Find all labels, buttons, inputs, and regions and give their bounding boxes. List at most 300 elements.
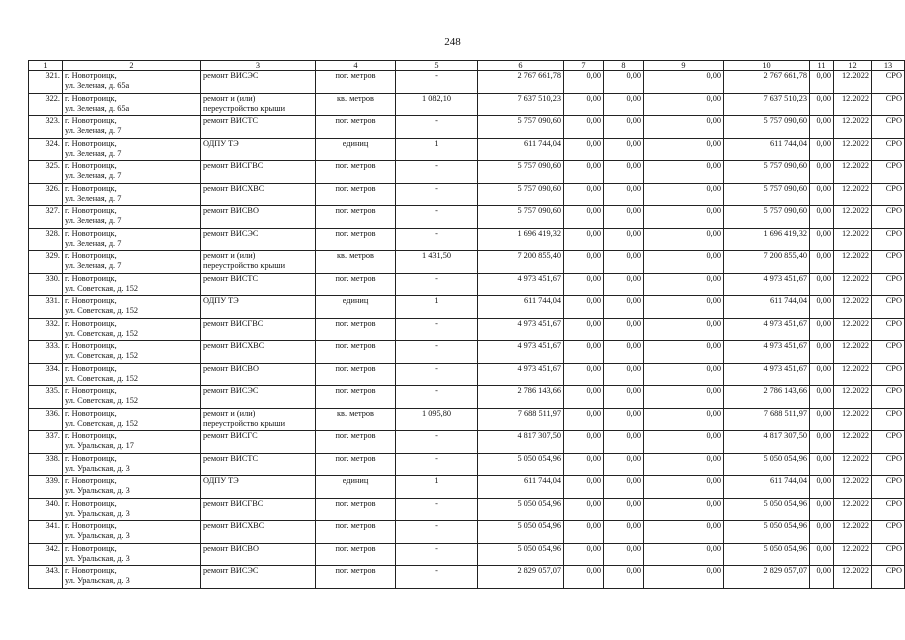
unit-cell: пог. метров (316, 431, 396, 454)
col-9-value-cell: 0,00 (644, 408, 724, 431)
quantity-cell: - (396, 386, 478, 409)
unit-cell: пог. метров (316, 318, 396, 341)
col-11-value-cell: 0,00 (810, 476, 834, 499)
organization-cell: СРО (872, 386, 905, 409)
work-type-line: ремонт ВИСЭС (203, 386, 259, 395)
deadline-cell: 12.2022 (834, 341, 872, 364)
address-line: ул. Зеленая, д. 65а (65, 103, 130, 113)
address-line: г. Новотроицк, (65, 341, 117, 350)
quantity-cell: 1 095,80 (396, 408, 478, 431)
row-number-cell: 335. (29, 386, 63, 409)
col-10-value-cell: 2 767 661,78 (724, 71, 810, 94)
address-line: г. Новотроицк, (65, 453, 117, 463)
col-8-value-cell: 0,00 (604, 521, 644, 544)
address-line: ул. Уральская, д. 3 (65, 508, 130, 518)
work-type-line: переустройство крыши (203, 261, 286, 270)
work-type-cell (201, 183, 316, 206)
address-line: ул. Зеленая, д. 65а (65, 81, 130, 90)
total-cost-cell: 7 200 855,40 (478, 251, 564, 274)
deadline-cell: 12.2022 (834, 273, 872, 296)
work-type-cell (201, 116, 316, 139)
col-8-value-cell: 0,00 (604, 318, 644, 341)
quantity-cell: 1 431,50 (396, 251, 478, 274)
col-10-value-cell: 4 973 451,67 (724, 363, 810, 386)
col-7-value-cell: 0,00 (564, 93, 604, 116)
unit-cell: пог. метров (316, 341, 396, 364)
address-line: ул. Советская, д. 152 (65, 396, 139, 405)
unit-cell: пог. метров (316, 386, 396, 409)
col-7-value-cell: 0,00 (564, 183, 604, 206)
row-number-cell: 331. (29, 296, 63, 319)
quantity-cell: - (396, 521, 478, 544)
col-10-value-cell: 1 696 419,32 (724, 228, 810, 251)
organization-cell: СРО (872, 138, 905, 161)
address-cell (63, 161, 201, 184)
organization-cell: СРО (872, 408, 905, 431)
address-line: ул. Зеленая, д. 7 (65, 193, 122, 203)
work-type-line: ремонт ВИСЭС (203, 228, 259, 238)
work-type-line: ремонт ВИСГС (203, 431, 258, 440)
work-type-line: переустройство крыши (203, 418, 286, 428)
col-11-value-cell: 0,00 (810, 71, 834, 94)
address-line: г. Новотроицк, (65, 566, 117, 575)
col-8-value-cell: 0,00 (604, 296, 644, 319)
col-9-value-cell: 0,00 (644, 116, 724, 139)
total-cost-cell: 611 744,04 (478, 138, 564, 161)
address-cell (63, 71, 201, 94)
organization-cell: СРО (872, 206, 905, 229)
work-type-line: ремонт ВИСХВС (203, 341, 265, 350)
table-row (29, 296, 905, 319)
work-type-line: ремонт ВИСВО (203, 363, 259, 373)
deadline-cell: 12.2022 (834, 431, 872, 454)
row-number-cell: 341. (29, 521, 63, 544)
work-type-line: ремонт ВИСГВС (203, 318, 264, 328)
work-type-cell (201, 498, 316, 521)
table-row (29, 318, 905, 341)
row-number-cell: 340. (29, 498, 63, 521)
total-cost-cell: 5 757 090,60 (478, 161, 564, 184)
table-row (29, 521, 905, 544)
col-9-value-cell: 0,00 (644, 318, 724, 341)
quantity-cell: - (396, 161, 478, 184)
col-9-value-cell: 0,00 (644, 296, 724, 319)
work-type-line: ремонт ВИСГВС (203, 498, 264, 508)
col-9-value-cell: 0,00 (644, 251, 724, 274)
work-type-line: ремонт и (или) (203, 408, 256, 418)
total-cost-cell: 4 817 307,50 (478, 431, 564, 454)
work-type-line: ремонт ВИСГВС (203, 161, 264, 170)
row-number-cell: 327. (29, 206, 63, 229)
organization-cell: СРО (872, 251, 905, 274)
column-number: 5 (396, 61, 478, 71)
total-cost-cell: 2 786 143,66 (478, 386, 564, 409)
col-10-value-cell: 4 817 307,50 (724, 431, 810, 454)
work-type-cell (201, 93, 316, 116)
col-7-value-cell: 0,00 (564, 453, 604, 476)
work-type-line: ОДПУ ТЭ (203, 296, 239, 305)
table-row (29, 206, 905, 229)
deadline-cell: 12.2022 (834, 543, 872, 566)
col-10-value-cell: 611 744,04 (724, 476, 810, 499)
table-row (29, 183, 905, 206)
col-11-value-cell: 0,00 (810, 453, 834, 476)
work-type-line: ОДПУ ТЭ (203, 476, 239, 485)
unit-cell: пог. метров (316, 206, 396, 229)
work-type-cell (201, 386, 316, 409)
table-row (29, 386, 905, 409)
col-8-value-cell: 0,00 (604, 251, 644, 274)
address-cell (63, 386, 201, 409)
quantity-cell: - (396, 318, 478, 341)
address-cell (63, 498, 201, 521)
row-number-cell: 338. (29, 453, 63, 476)
total-cost-cell: 5 050 054,96 (478, 498, 564, 521)
deadline-cell: 12.2022 (834, 363, 872, 386)
address-line: г. Новотроицк, (65, 363, 117, 373)
deadline-cell: 12.2022 (834, 453, 872, 476)
row-number-cell: 343. (29, 566, 63, 589)
row-number-cell: 337. (29, 431, 63, 454)
total-cost-cell: 7 637 510,23 (478, 93, 564, 116)
address-cell (63, 341, 201, 364)
address-cell (63, 453, 201, 476)
address-cell (63, 476, 201, 499)
unit-cell: пог. метров (316, 566, 396, 589)
col-9-value-cell: 0,00 (644, 363, 724, 386)
table-row (29, 408, 905, 431)
col-11-value-cell: 0,00 (810, 161, 834, 184)
work-type-cell (201, 206, 316, 229)
col-7-value-cell: 0,00 (564, 228, 604, 251)
row-number-cell: 334. (29, 363, 63, 386)
work-type-cell (201, 296, 316, 319)
organization-cell: СРО (872, 476, 905, 499)
column-number: 9 (644, 61, 724, 71)
work-type-line: ремонт ВИСХВС (203, 183, 265, 193)
address-line: г. Новотроицк, (65, 296, 117, 305)
address-cell (63, 521, 201, 544)
address-line: г. Новотроицк, (65, 386, 117, 395)
total-cost-cell: 4 973 451,67 (478, 273, 564, 296)
deadline-cell: 12.2022 (834, 206, 872, 229)
address-cell (63, 363, 201, 386)
row-number-cell: 333. (29, 341, 63, 364)
address-cell (63, 206, 201, 229)
table-row (29, 363, 905, 386)
col-9-value-cell: 0,00 (644, 71, 724, 94)
col-9-value-cell: 0,00 (644, 476, 724, 499)
col-7-value-cell: 0,00 (564, 161, 604, 184)
col-11-value-cell: 0,00 (810, 296, 834, 319)
organization-cell: СРО (872, 498, 905, 521)
unit-cell: пог. метров (316, 453, 396, 476)
col-10-value-cell: 4 973 451,67 (724, 318, 810, 341)
col-8-value-cell: 0,00 (604, 206, 644, 229)
registry-table (28, 60, 905, 589)
work-type-cell (201, 71, 316, 94)
col-9-value-cell: 0,00 (644, 206, 724, 229)
unit-cell: единиц (316, 138, 396, 161)
work-type-line: переустройство крыши (203, 103, 286, 113)
organization-cell: СРО (872, 228, 905, 251)
work-type-line: ремонт ВИСХВС (203, 521, 265, 530)
quantity-cell: - (396, 543, 478, 566)
deadline-cell: 12.2022 (834, 521, 872, 544)
col-9-value-cell: 0,00 (644, 138, 724, 161)
address-line: ул. Советская, д. 152 (65, 283, 139, 293)
row-number-cell: 329. (29, 251, 63, 274)
col-8-value-cell: 0,00 (604, 408, 644, 431)
col-11-value-cell: 0,00 (810, 386, 834, 409)
row-number-cell: 332. (29, 318, 63, 341)
col-11-value-cell: 0,00 (810, 138, 834, 161)
col-9-value-cell: 0,00 (644, 183, 724, 206)
col-8-value-cell: 0,00 (604, 183, 644, 206)
col-8-value-cell: 0,00 (604, 273, 644, 296)
total-cost-cell: 2 767 661,78 (478, 71, 564, 94)
quantity-cell: - (396, 228, 478, 251)
work-type-line: ремонт ВИСЭС (203, 71, 259, 80)
address-line: г. Новотроицк, (65, 431, 117, 440)
deadline-cell: 12.2022 (834, 476, 872, 499)
col-7-value-cell: 0,00 (564, 116, 604, 139)
row-number-cell: 325. (29, 161, 63, 184)
work-type-cell (201, 408, 316, 431)
unit-cell: кв. метров (316, 93, 396, 116)
unit-cell: пог. метров (316, 521, 396, 544)
organization-cell: СРО (872, 296, 905, 319)
organization-cell: СРО (872, 363, 905, 386)
col-11-value-cell: 0,00 (810, 251, 834, 274)
address-line: ул. Зеленая, д. 7 (65, 171, 122, 180)
column-number: 4 (316, 61, 396, 71)
table-row (29, 476, 905, 499)
address-cell (63, 251, 201, 274)
col-11-value-cell: 0,00 (810, 543, 834, 566)
column-number: 1 (29, 61, 63, 71)
col-10-value-cell: 2 786 143,66 (724, 386, 810, 409)
col-11-value-cell: 0,00 (810, 521, 834, 544)
total-cost-cell: 7 688 511,97 (478, 408, 564, 431)
column-number: 13 (872, 61, 905, 71)
organization-cell: СРО (872, 116, 905, 139)
work-type-cell (201, 543, 316, 566)
col-8-value-cell: 0,00 (604, 363, 644, 386)
address-line: г. Новотроицк, (65, 206, 117, 215)
col-10-value-cell: 5 050 054,96 (724, 543, 810, 566)
quantity-cell: - (396, 71, 478, 94)
quantity-cell: - (396, 183, 478, 206)
address-cell (63, 431, 201, 454)
address-cell (63, 273, 201, 296)
address-line: г. Новотроицк, (65, 476, 117, 485)
work-type-line: ремонт ВИСВО (203, 206, 259, 215)
col-10-value-cell: 4 973 451,67 (724, 341, 810, 364)
quantity-cell: - (396, 453, 478, 476)
table-row (29, 93, 905, 116)
table-row (29, 566, 905, 589)
quantity-cell: - (396, 341, 478, 364)
col-7-value-cell: 0,00 (564, 521, 604, 544)
address-line: г. Новотроицк, (65, 183, 117, 193)
total-cost-cell: 1 696 419,32 (478, 228, 564, 251)
col-7-value-cell: 0,00 (564, 273, 604, 296)
address-line: ул. Зеленая, д. 7 (65, 238, 122, 248)
col-11-value-cell: 0,00 (810, 273, 834, 296)
col-8-value-cell: 0,00 (604, 566, 644, 589)
table-row (29, 498, 905, 521)
table-row (29, 341, 905, 364)
address-line: ул. Уральская, д. 3 (65, 486, 130, 495)
row-number-cell: 339. (29, 476, 63, 499)
deadline-cell: 12.2022 (834, 161, 872, 184)
col-8-value-cell: 0,00 (604, 386, 644, 409)
unit-cell: пог. метров (316, 498, 396, 521)
deadline-cell: 12.2022 (834, 566, 872, 589)
column-number-row (29, 61, 905, 71)
unit-cell: пог. метров (316, 363, 396, 386)
deadline-cell: 12.2022 (834, 71, 872, 94)
col-11-value-cell: 0,00 (810, 431, 834, 454)
col-11-value-cell: 0,00 (810, 566, 834, 589)
col-7-value-cell: 0,00 (564, 498, 604, 521)
organization-cell: СРО (872, 93, 905, 116)
col-10-value-cell: 5 050 054,96 (724, 521, 810, 544)
col-7-value-cell: 0,00 (564, 566, 604, 589)
address-line: г. Новотроицк, (65, 161, 117, 170)
organization-cell: СРО (872, 273, 905, 296)
work-type-line: ОДПУ ТЭ (203, 138, 239, 148)
address-line: ул. Зеленая, д. 7 (65, 261, 122, 270)
address-cell (63, 318, 201, 341)
col-8-value-cell: 0,00 (604, 228, 644, 251)
address-cell (63, 183, 201, 206)
col-8-value-cell: 0,00 (604, 71, 644, 94)
organization-cell: СРО (872, 543, 905, 566)
col-11-value-cell: 0,00 (810, 341, 834, 364)
total-cost-cell: 5 757 090,60 (478, 183, 564, 206)
col-11-value-cell: 0,00 (810, 93, 834, 116)
col-7-value-cell: 0,00 (564, 206, 604, 229)
quantity-cell: - (396, 566, 478, 589)
col-10-value-cell: 5 757 090,60 (724, 206, 810, 229)
table-row (29, 228, 905, 251)
col-9-value-cell: 0,00 (644, 341, 724, 364)
row-number-cell: 336. (29, 408, 63, 431)
col-10-value-cell: 611 744,04 (724, 138, 810, 161)
address-line: ул. Уральская, д. 3 (65, 463, 130, 473)
address-cell (63, 543, 201, 566)
col-11-value-cell: 0,00 (810, 116, 834, 139)
total-cost-cell: 611 744,04 (478, 296, 564, 319)
row-number-cell: 321. (29, 71, 63, 94)
work-type-cell (201, 228, 316, 251)
col-7-value-cell: 0,00 (564, 363, 604, 386)
unit-cell: пог. метров (316, 543, 396, 566)
table-row (29, 71, 905, 94)
organization-cell: СРО (872, 431, 905, 454)
table-row (29, 431, 905, 454)
col-8-value-cell: 0,00 (604, 476, 644, 499)
unit-cell: единиц (316, 476, 396, 499)
address-line: г. Новотроицк, (65, 498, 117, 508)
col-7-value-cell: 0,00 (564, 318, 604, 341)
address-line: г. Новотроицк, (65, 273, 117, 283)
col-8-value-cell: 0,00 (604, 116, 644, 139)
col-7-value-cell: 0,00 (564, 386, 604, 409)
col-8-value-cell: 0,00 (604, 431, 644, 454)
work-type-cell (201, 453, 316, 476)
address-line: ул. Уральская, д. 17 (65, 441, 134, 450)
column-number: 11 (810, 61, 834, 71)
deadline-cell: 12.2022 (834, 251, 872, 274)
organization-cell: СРО (872, 566, 905, 589)
address-line: ул. Советская, д. 152 (65, 306, 139, 315)
col-10-value-cell: 5 050 054,96 (724, 453, 810, 476)
col-8-value-cell: 0,00 (604, 138, 644, 161)
table-row (29, 273, 905, 296)
work-type-line: ремонт ВИСТС (203, 273, 259, 283)
address-line: ул. Советская, д. 152 (65, 328, 139, 338)
column-number: 2 (63, 61, 201, 71)
organization-cell: СРО (872, 183, 905, 206)
table-row (29, 116, 905, 139)
quantity-cell: - (396, 273, 478, 296)
address-line: г. Новотроицк, (65, 318, 117, 328)
organization-cell: СРО (872, 521, 905, 544)
column-number: 8 (604, 61, 644, 71)
col-7-value-cell: 0,00 (564, 341, 604, 364)
unit-cell: единиц (316, 296, 396, 319)
col-7-value-cell: 0,00 (564, 251, 604, 274)
address-cell (63, 566, 201, 589)
address-cell (63, 138, 201, 161)
col-9-value-cell: 0,00 (644, 386, 724, 409)
unit-cell: пог. метров (316, 71, 396, 94)
total-cost-cell: 4 973 451,67 (478, 341, 564, 364)
col-7-value-cell: 0,00 (564, 71, 604, 94)
column-number: 7 (564, 61, 604, 71)
deadline-cell: 12.2022 (834, 296, 872, 319)
address-line: ул. Зеленая, д. 7 (65, 148, 122, 158)
work-type-line: ремонт ВИСТС (203, 116, 259, 125)
address-line: ул. Уральская, д. 3 (65, 531, 130, 540)
col-9-value-cell: 0,00 (644, 93, 724, 116)
work-type-line: ремонт ВИСЭС (203, 566, 259, 575)
row-number-cell: 342. (29, 543, 63, 566)
col-9-value-cell: 0,00 (644, 543, 724, 566)
work-type-cell (201, 138, 316, 161)
total-cost-cell: 5 050 054,96 (478, 521, 564, 544)
work-type-cell (201, 431, 316, 454)
row-number-cell: 322. (29, 93, 63, 116)
col-10-value-cell: 5 050 054,96 (724, 498, 810, 521)
col-7-value-cell: 0,00 (564, 296, 604, 319)
work-type-cell (201, 318, 316, 341)
quantity-cell: - (396, 363, 478, 386)
column-number: 10 (724, 61, 810, 71)
quantity-cell: - (396, 498, 478, 521)
col-10-value-cell: 7 688 511,97 (724, 408, 810, 431)
deadline-cell: 12.2022 (834, 498, 872, 521)
col-11-value-cell: 0,00 (810, 318, 834, 341)
col-11-value-cell: 0,00 (810, 183, 834, 206)
col-9-value-cell: 0,00 (644, 521, 724, 544)
total-cost-cell: 2 829 057,07 (478, 566, 564, 589)
table-row (29, 251, 905, 274)
row-number-cell: 328. (29, 228, 63, 251)
